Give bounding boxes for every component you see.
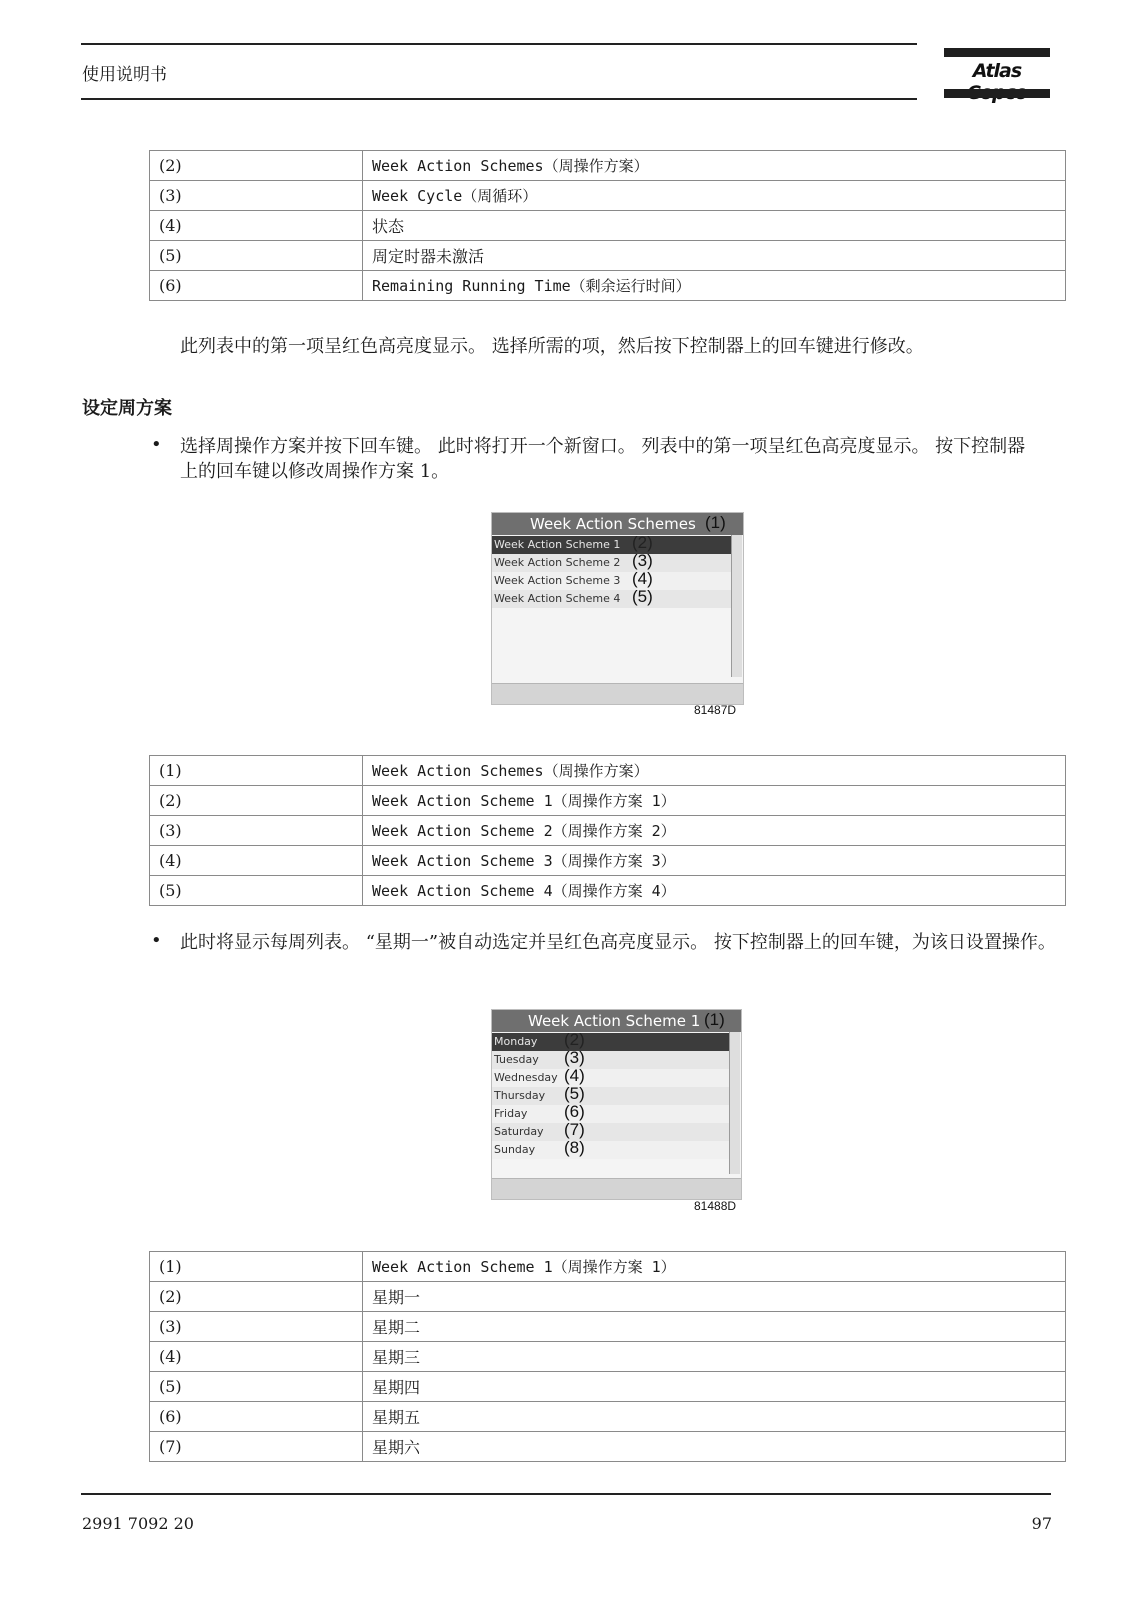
table-cell-desc: 星期六 — [363, 1432, 1066, 1462]
table-row — [150, 151, 1066, 181]
screen-list-item: Tuesday — [492, 1051, 729, 1069]
table-cell-desc: 星期二 — [363, 1312, 1066, 1342]
bullet-item-week-list: 此时将显示每周列表。 “星期一”被自动选定并呈红色高亮度显示。 按下控制器上的回车键，为该日设置操作。 — [180, 932, 1056, 953]
table-row — [150, 786, 1066, 816]
table-row — [150, 1282, 1066, 1312]
table-row — [150, 876, 1066, 906]
table-cell-ref: (5) — [150, 241, 363, 271]
table-cell-desc: Week Action Scheme 4（周操作方案 4） — [363, 876, 1066, 906]
table-cell-desc: Week Action Scheme 2（周操作方案 2） — [363, 816, 1066, 846]
controller-screen-week-action-schemes — [491, 512, 744, 705]
table-cell-ref: (2) — [150, 1282, 363, 1312]
table-row — [150, 756, 1066, 786]
table-row — [150, 271, 1066, 301]
screen-list-item: Friday — [492, 1105, 729, 1123]
table-cell-ref: (6) — [150, 1402, 363, 1432]
table-cell-ref: (4) — [150, 211, 363, 241]
screen-list-item: Week Action Scheme 2 — [492, 554, 731, 572]
page-number: 97 — [1031, 1514, 1052, 1533]
bullet-item-select-scheme: 选择周操作方案并按下回车键。 此时将打开一个新窗口。 列表中的第一项呈红色高亮度显示。 按下控制器上的回车键以修改周操作方案 1。 — [180, 436, 1026, 482]
callout-label: (6) — [564, 1102, 585, 1121]
table-cell-ref: (1) — [150, 1252, 363, 1282]
table-cell-desc: Week Cycle（周循环） — [363, 181, 1066, 211]
figure-code: 81487D — [694, 703, 737, 717]
footer-rule — [81, 1493, 1051, 1495]
table-cell-ref: (3) — [150, 1312, 363, 1342]
document-number: 2991 7092 20 — [82, 1514, 194, 1533]
document-title: 使用说明书 — [82, 65, 167, 85]
table-row — [150, 816, 1066, 846]
screen-list-item: Monday — [492, 1033, 729, 1051]
table-cell-desc: 周定时器未激活 — [363, 241, 1066, 271]
screen-list-item: Thursday — [492, 1087, 729, 1105]
table-cell-ref: (5) — [150, 876, 363, 906]
table-cell-desc: Week Action Scheme 1（周操作方案 1） — [363, 1252, 1066, 1282]
screen-list-item: Wednesday — [492, 1069, 729, 1087]
callout-label: (3) — [564, 1048, 585, 1067]
callout-label: (5) — [564, 1084, 585, 1103]
table-row — [150, 1402, 1066, 1432]
table-cell-ref: (5) — [150, 1372, 363, 1402]
table-cell-desc: 星期五 — [363, 1402, 1066, 1432]
screen-bottom-bar — [492, 683, 743, 704]
callout-label: (5) — [632, 587, 653, 606]
screen-title-text: Week Action Scheme 1 — [528, 1012, 701, 1030]
bullet-marker: • — [151, 434, 162, 455]
table-cell-desc: 星期一 — [363, 1282, 1066, 1312]
table-row — [150, 241, 1066, 271]
atlas-copco-logo — [944, 48, 1050, 100]
callout-label: (1) — [704, 1010, 725, 1029]
table-cell-ref: (1) — [150, 756, 363, 786]
table-cell-ref: (7) — [150, 1432, 363, 1462]
table-cell-desc: Week Action Scheme 3（周操作方案 3） — [363, 846, 1066, 876]
table-cell-desc: 星期四 — [363, 1372, 1066, 1402]
callout-label: (1) — [705, 513, 726, 532]
table-cell-desc: 状态 — [363, 211, 1066, 241]
scrollbar — [731, 535, 742, 677]
table-row — [150, 846, 1066, 876]
table-row — [150, 211, 1066, 241]
controller-screen-week-action-scheme-1 — [491, 1009, 742, 1200]
table-cell-desc: Remaining Running Time（剩余运行时间） — [363, 271, 1066, 301]
legend-table-2 — [149, 755, 1066, 906]
legend-table-3 — [149, 1251, 1066, 1462]
table-cell-ref: (3) — [150, 181, 363, 211]
table-cell-desc: Week Action Schemes（周操作方案） — [363, 151, 1066, 181]
callout-label: (4) — [632, 569, 653, 588]
callout-label: (4) — [564, 1066, 585, 1085]
screen-list-item: Week Action Scheme 4 — [492, 590, 731, 608]
header-top-rule — [81, 43, 917, 45]
table-row — [150, 1252, 1066, 1282]
callout-label: (2) — [632, 533, 653, 552]
header-bottom-rule — [81, 98, 917, 100]
table-cell-desc: 星期三 — [363, 1342, 1066, 1372]
section-heading: 设定周方案 — [82, 398, 172, 419]
table-row — [150, 1312, 1066, 1342]
table-cell-ref: (4) — [150, 846, 363, 876]
table-cell-ref: (6) — [150, 271, 363, 301]
screen-list-item: Saturday — [492, 1123, 729, 1141]
table-cell-ref: (2) — [150, 786, 363, 816]
screen-title-text: Week Action Schemes — [530, 515, 696, 533]
table-row — [150, 1432, 1066, 1462]
figure-code: 81488D — [694, 1199, 737, 1213]
table-row — [150, 1372, 1066, 1402]
scrollbar — [729, 1032, 740, 1174]
legend-table-1 — [149, 150, 1066, 301]
screen-list-item: Sunday — [492, 1141, 729, 1159]
table-cell-ref: (2) — [150, 151, 363, 181]
paragraph-highlight-note: 此列表中的第一项呈红色高亮度显示。 选择所需的项，然后按下控制器上的回车键进行修改。 — [180, 336, 924, 357]
screen-list-item: Week Action Scheme 1 — [492, 536, 731, 554]
table-cell-desc: Week Action Scheme 1（周操作方案 1） — [363, 786, 1066, 816]
logo-text: Atlas — [972, 60, 1022, 82]
table-cell-desc: Week Action Schemes（周操作方案） — [363, 756, 1066, 786]
table-row — [150, 1342, 1066, 1372]
callout-label: (2) — [564, 1030, 585, 1049]
callout-label: (7) — [564, 1120, 585, 1139]
bullet-marker: • — [151, 930, 162, 951]
table-cell-ref: (3) — [150, 816, 363, 846]
screen-list-item: Week Action Scheme 3 — [492, 572, 731, 590]
screen-bottom-bar — [492, 1178, 741, 1199]
callout-label: (3) — [632, 551, 653, 570]
table-cell-ref: (4) — [150, 1342, 363, 1372]
table-row — [150, 181, 1066, 211]
callout-label: (8) — [564, 1138, 585, 1157]
